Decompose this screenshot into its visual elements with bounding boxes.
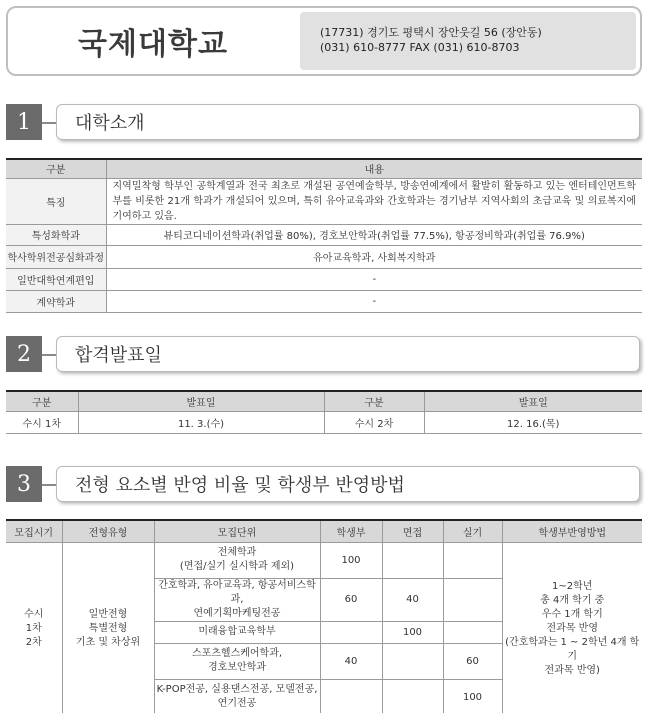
round-2-date: 12. 16.(목)	[424, 411, 642, 433]
header-category: 구분	[324, 391, 424, 411]
round-1-date: 11. 3.(수)	[78, 411, 324, 433]
method-line: 전과목 반영	[546, 622, 598, 634]
table-row	[6, 268, 642, 290]
unit-cell	[154, 679, 320, 713]
section-number: 3	[6, 466, 42, 502]
intro-table	[6, 158, 642, 313]
header-unit: 모집단위	[154, 520, 320, 542]
section-title: 전형 요소별 반영 비율 및 학생부 반영방법	[56, 466, 640, 502]
unit-line: 연기전공	[217, 698, 257, 709]
address: (17731) 경기도 평택시 장안웃길 56 (장안동)	[320, 26, 542, 39]
type-cell	[62, 542, 154, 713]
interview-cell	[382, 679, 443, 713]
row-content: 뷰티코디네이션학과(취업률 80%), 경호보안학과(취업률 77.5%), 항공정비학과(취업률 76.9%)	[106, 224, 642, 245]
header-category: 구분	[6, 159, 106, 178]
row-content: 유아교육학과, 사회복지학과	[106, 245, 642, 268]
record-cell	[320, 621, 382, 643]
interview-cell: 40	[382, 578, 443, 621]
unit-line: 미래융합교육학부	[198, 626, 276, 637]
table-row	[6, 542, 642, 578]
method-cell	[502, 542, 642, 713]
unit-line: K-POP전공, 실용댄스전공, 모델전공,	[156, 684, 318, 695]
section-2-heading	[6, 336, 642, 376]
period-line: 2차	[25, 636, 42, 648]
round-1: 수시 1차	[6, 411, 78, 433]
section-title: 대학소개	[56, 104, 640, 140]
type-line: 특별전형	[88, 622, 128, 634]
row-label: 일반대학연계편입	[6, 268, 106, 290]
method-line: 1~2학년	[552, 580, 593, 592]
row-label: 계약학과	[6, 290, 106, 312]
unit-line: 전체학과	[217, 547, 257, 558]
record-cell: 60	[320, 578, 382, 621]
record-cell: 40	[320, 643, 382, 679]
practical-cell	[443, 621, 502, 643]
period-line: 수시	[24, 608, 44, 620]
ratio-table	[6, 519, 642, 713]
period-cell	[6, 542, 62, 713]
connector-line	[42, 484, 56, 486]
practical-cell	[443, 578, 502, 621]
contact-box	[300, 12, 636, 70]
table-row	[6, 224, 642, 245]
interview-cell: 100	[382, 621, 443, 643]
section-1-heading	[6, 104, 642, 144]
row-label: 학사학위전공심화과정	[6, 245, 106, 268]
unit-line: 연예기획마케팅전공	[193, 607, 281, 619]
header-type: 전형유형	[62, 520, 154, 542]
header-box	[6, 6, 642, 76]
header-method: 학생부반영방법	[502, 520, 642, 542]
connector-line	[42, 122, 56, 124]
row-label: 특성화학과	[6, 224, 106, 245]
header-date: 발표일	[424, 391, 642, 411]
period-line: 1차	[25, 622, 42, 634]
unit-cell	[154, 578, 320, 621]
unit-cell	[154, 643, 320, 679]
table-row	[6, 411, 642, 433]
unit-cell	[154, 542, 320, 578]
unit-cell	[154, 621, 320, 643]
section-number: 1	[6, 104, 42, 140]
header-content: 내용	[106, 159, 642, 178]
header-period: 모집시기	[6, 520, 62, 542]
header-record: 학생부	[320, 520, 382, 542]
practical-cell	[443, 542, 502, 578]
table-row	[6, 290, 642, 312]
record-cell: 100	[320, 542, 382, 578]
record-cell	[320, 679, 382, 713]
row-content: -	[106, 268, 642, 290]
type-line: 기초 및 차상위	[75, 636, 141, 648]
method-line: 우수 1개 학기	[541, 608, 603, 620]
table-row	[6, 245, 642, 268]
header-interview: 면접	[382, 520, 443, 542]
method-line: 전과목 반영)	[544, 664, 600, 676]
phone-fax: (031) 610-8777 FAX (031) 610-8703	[320, 41, 520, 54]
practical-cell: 60	[443, 643, 502, 679]
practical-cell: 100	[443, 679, 502, 713]
header-date: 발표일	[78, 391, 324, 411]
row-content: 지역밀착형 학부인 공학계열과 전국 최초로 개설된 공연예술학부, 방송연예계에서 활발히 활동하고 있는 엔터테인먼트학부를 비롯한 21개 학과가 개설되어 있으며, 특히 유아교육과와 간호학과는 경기남부 지역사회의 초급교육 및 의료복지에 기여하고 있음.	[106, 178, 642, 224]
header-practical: 실기	[443, 520, 502, 542]
round-2: 수시 2차	[324, 411, 424, 433]
unit-line: 간호학과, 유아교육과, 항공서비스학과,	[158, 579, 316, 605]
header-category: 구분	[6, 391, 78, 411]
type-line: 일반전형	[88, 608, 128, 620]
section-3-heading	[6, 466, 642, 506]
row-content: -	[106, 290, 642, 312]
interview-cell	[382, 542, 443, 578]
unit-line: 경호보안학과	[208, 662, 266, 673]
interview-cell	[382, 643, 443, 679]
unit-line: (면접/실기 실시학과 제외)	[179, 561, 295, 572]
section-title: 합격발표일	[56, 336, 640, 372]
method-line: 총 4개 학기 중	[540, 594, 605, 606]
section-number: 2	[6, 336, 42, 372]
connector-line	[42, 354, 56, 356]
university-name: 국제대학교	[78, 27, 228, 62]
method-line: (간호학과는 1 ~ 2학년 4개 학기	[505, 636, 640, 662]
unit-line: 스포츠헬스케어학과,	[191, 648, 283, 659]
row-label: 특징	[6, 178, 106, 224]
table-row	[6, 178, 642, 224]
announce-table	[6, 390, 642, 434]
